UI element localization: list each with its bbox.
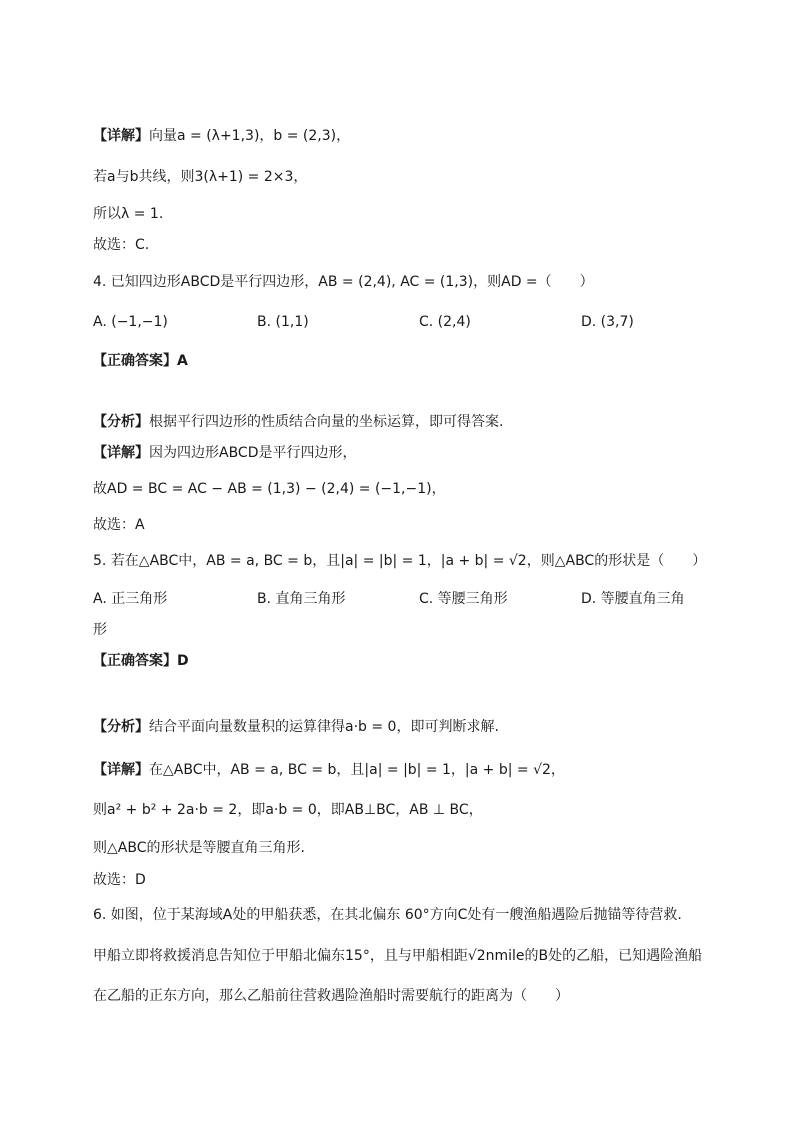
detail-label: 【详解】 — [93, 762, 149, 778]
line-lambda-result: 所以λ = 1. — [93, 206, 164, 222]
q5-calculation: 则a² + b² + 2a·b = 2，即a·b = 0，即AB⊥BC，AB ⊥ BC， — [93, 802, 483, 818]
detail-text: 因为四边形ABCD是平行四边形， — [149, 445, 357, 461]
q4-detail — [93, 443, 357, 463]
detail-text: 向量a = (λ+1,3)，b = (2,3)， — [149, 128, 351, 144]
analysis-label: 【分析】 — [93, 414, 149, 430]
q4-calculation: 故AD = BC = AC − AB = (1,3) − (2,4) = (−1,−1)， — [93, 481, 446, 497]
question-6-line-3: 在乙船的正东方向，那么乙船前往营救遇险渔船时需要航行的距离为（ ） — [93, 988, 569, 1004]
q5-option-b: B. 直角三角形 — [257, 591, 346, 607]
q5-option-d-wrap: 形 — [93, 622, 107, 638]
q4-choose: 故选：A — [93, 517, 145, 533]
q4-option-b: B. (1,1) — [257, 314, 309, 330]
q5-answer: 【正确答案】D — [93, 653, 189, 669]
detail-text: 在△ABC中，AB = a, BC = b，且|a| = |b| = 1，|a + b| = √2， — [149, 762, 565, 778]
q5-analysis — [93, 717, 499, 737]
q5-option-c: C. 等腰三角形 — [419, 591, 508, 607]
q5-result: 则△ABC的形状是等腰直角三角形. — [93, 840, 305, 856]
q5-option-d: D. 等腰直角三角 — [581, 591, 685, 607]
detail-label: 【详解】 — [93, 128, 149, 144]
q4-option-c: C. (2,4) — [419, 314, 471, 330]
detail-label: 【详解】 — [93, 445, 149, 461]
q5-option-a: A. 正三角形 — [93, 591, 168, 607]
q4-option-a: A. (−1,−1) — [93, 314, 168, 330]
question-5: 5. 若在△ABC中，AB = a, BC = b，且|a| = |b| = 1，|a + b| = √2，则△ABC的形状是（ ） — [93, 553, 707, 569]
line-choose-c: 故选：C. — [93, 237, 150, 253]
q5-detail — [93, 760, 565, 780]
analysis-label: 【分析】 — [93, 719, 149, 735]
line-detail-1 — [93, 126, 350, 146]
q4-option-d: D. (3,7) — [581, 314, 634, 330]
analysis-text: 根据平行四边形的性质结合向量的坐标运算，即可得答案. — [149, 414, 504, 430]
q4-analysis — [93, 412, 503, 432]
q5-choose: 故选：D — [93, 872, 146, 888]
question-6-line-2: 甲船立即将救援消息告知位于甲船北偏东15°，且与甲船相距√2nmile的B处的乙船，已知遇险渔船 — [93, 948, 703, 964]
analysis-text: 结合平面向量数量积的运算律得a·b = 0，即可判断求解. — [149, 719, 499, 735]
question-4: 4. 已知四边形ABCD是平行四边形，AB = (2,4), AC = (1,3)，则AD =（ ） — [93, 274, 594, 290]
line-collinear: 若a与b共线，则3(λ+1) = 2×3， — [93, 169, 308, 185]
question-6-line-1: 6. 如图，位于某海域A处的甲船获悉，在其北偏东 60°方向C处有一艘渔船遇险后抛锚等待营救. — [93, 907, 682, 923]
q4-answer: 【正确答案】A — [93, 353, 188, 369]
